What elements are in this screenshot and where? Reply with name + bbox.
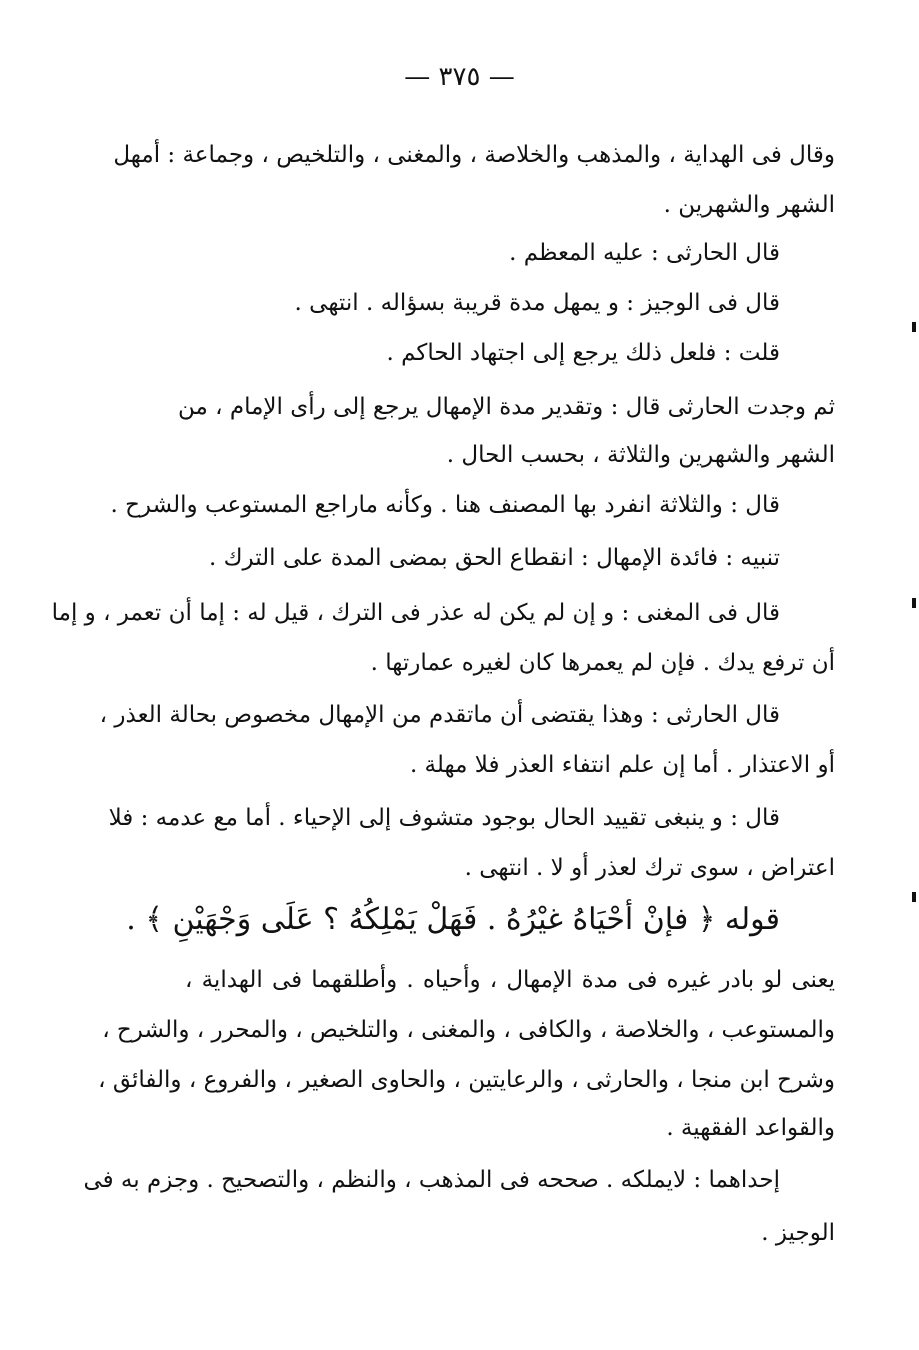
scan-mark — [912, 598, 916, 608]
text-line: أن ترفع يدك . فإن لم يعمرها كان لغيره عمارتها . — [370, 650, 835, 676]
text-line: قلت : فلعل ذلك يرجع إلى اجتهاد الحاكم . — [386, 340, 780, 366]
text-line: قال : والثلاثة انفرد بها المصنف هنا . وكأنه ماراجع المستوعب والشرح . — [110, 492, 780, 518]
text-line: الشهر والشهرين . — [663, 192, 835, 218]
page-number: — ٣٧٥ — — [404, 62, 515, 92]
text-line: والمستوعب ، والخلاصة ، والكافى ، والمغنى ، والتلخيص ، والمحرر ، والشرح ، — [102, 1017, 835, 1043]
text-line: الشهر والشهرين والثلاثة ، بحسب الحال . — [446, 442, 835, 468]
text-line: قال فى الوجيز : و يمهل مدة قريبة بسؤاله . انتهى . — [294, 290, 780, 316]
text-line: وشرح ابن منجا ، والحارثى ، والرعايتين ، والحاوى الصغير ، والفروع ، والفائق ، — [98, 1067, 835, 1093]
text-line: اعتراض ، سوى ترك لعذر أو لا . انتهى . — [464, 855, 835, 881]
note-line: تنبيه : فائدة الإمهال : انقطاع الحق بمضى المدة على الترك . — [208, 545, 780, 571]
text-line: إحداهما : لايملكه . صححه فى المذهب ، والنظم ، والتصحيح . وجزم به فى — [83, 1167, 780, 1193]
scan-mark — [912, 892, 916, 902]
text-line: قال : و ينبغى تقييد الحال بوجود متشوف إلى الإحياء . أما مع عدمه : فلا — [108, 805, 780, 831]
text-line: قال الحارثى : عليه المعظم . — [509, 240, 780, 266]
scan-mark — [912, 322, 916, 332]
text-line: وقال فى الهداية ، والمذهب والخلاصة ، والمغنى ، والتلخيص ، وجماعة : أمهل — [113, 142, 835, 168]
text-line: قال الحارثى : وهذا يقتضى أن ماتقدم من الإمهال مخصوص بحالة العذر ، — [99, 702, 780, 728]
text-line: أو الاعتذار . أما إن علم انتفاء العذر فلا مهلة . — [409, 752, 835, 778]
text-line: والقواعد الفقهية . — [666, 1115, 835, 1141]
text-line: يعنى لو بادر غيره فى مدة الإمهال ، وأحياه . وأطلقهما فى الهداية ، — [185, 967, 835, 993]
text-line: ثم وجدت الحارثى قال : وتقدير مدة الإمهال يرجع إلى رأى الإمام ، من — [177, 394, 835, 420]
text-line: الوجيز . — [761, 1220, 835, 1246]
text-line: قال فى المغنى : و إن لم يكن له عذر فى الترك ، قيل له : إما أن تعمر ، و إما — [51, 600, 780, 626]
quote-heading: قوله ﴿ فإنْ أحْيَاهُ غيْرُهُ . فَهَلْ يَمْلِكُهُ ؟ عَلَى وَجْهَيْنِ ﴾ . — [126, 902, 780, 937]
